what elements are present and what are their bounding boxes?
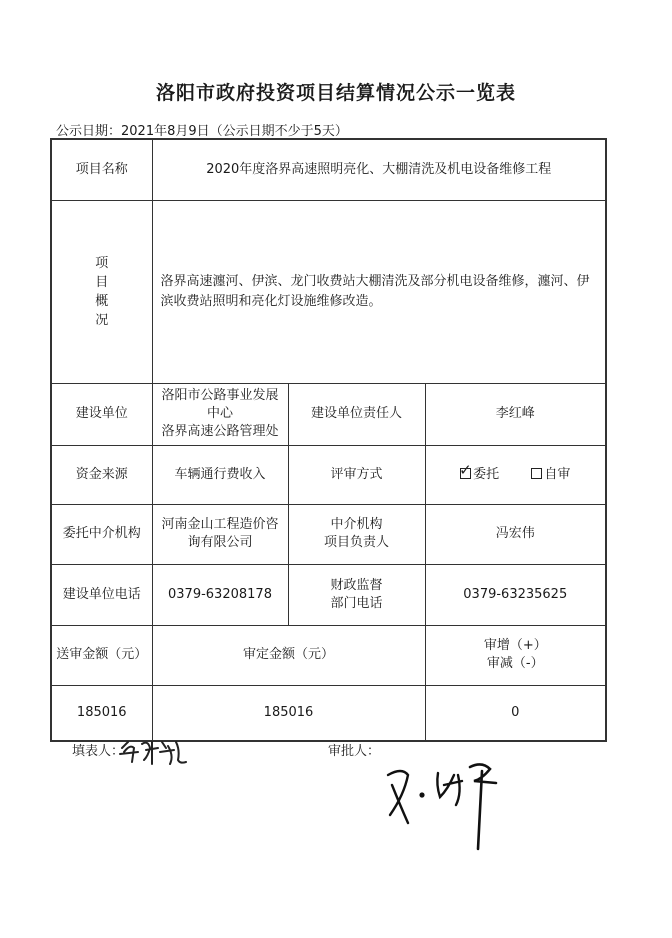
agency-owner-label-line2: 项目负责人	[323, 535, 389, 550]
approved-amount-label: 审定金额（元）	[152, 625, 425, 685]
review-method-options	[425, 445, 606, 504]
finance-phone-label-line2: 部门电话	[330, 595, 383, 611]
row-project-name	[51, 139, 606, 200]
checkbox-self[interactable]	[531, 468, 542, 479]
builder-owner-value: 李红峰	[425, 383, 606, 445]
difference-value: 0	[425, 685, 606, 741]
row-amount-values	[51, 685, 606, 741]
finance-phone-label-line1: 财政监督	[330, 577, 383, 593]
review-option-self[interactable]	[531, 466, 570, 484]
review-method-label: 评审方式	[288, 445, 425, 504]
overview-label: 项目概况	[95, 255, 109, 328]
finance-phone-label-cell	[288, 564, 425, 625]
review-option-1-label: 委托	[473, 466, 500, 482]
checkbox-entrusted[interactable]	[459, 460, 472, 479]
builder-value-cell	[152, 383, 288, 445]
increase-label: 审增（+）	[483, 638, 547, 653]
filler-label: 填表人：	[72, 744, 125, 759]
project-info-table	[50, 138, 607, 742]
page-title: 洛阳市政府投资项目结算情况公示一览表	[155, 82, 516, 104]
review-option-entrusted[interactable]	[459, 460, 500, 484]
finance-phone-value: 0379-63235625	[425, 564, 606, 625]
row-overview	[51, 200, 606, 383]
row-amount-header	[51, 625, 606, 685]
agency-owner-label-line1: 中介机构	[330, 517, 383, 532]
agency-label: 委托中介机构	[51, 504, 152, 564]
submitted-amount-label: 送审金额（元）	[51, 625, 152, 685]
builder-phone-label: 建设单位电话	[51, 564, 152, 625]
review-option-2-label: 自审	[544, 466, 571, 482]
builder-label: 建设单位	[51, 383, 152, 445]
fund-source-label: 资金来源	[51, 445, 152, 504]
row-phone	[51, 564, 606, 625]
increase-decrease-label-cell	[425, 625, 606, 685]
approver-label: 审批人：	[328, 744, 381, 759]
checkmark-icon: ✓	[459, 460, 472, 479]
row-fund	[51, 445, 606, 504]
fund-source-value: 车辆通行费收入	[152, 445, 288, 504]
overview-value: 洛界高速瀍河、伊滨、龙门收费站大棚清洗及部分机电设备维修，瀍河、伊滨收费站照明和亮化灯设施维修改造。	[152, 200, 606, 383]
project-name-label: 项目名称	[51, 139, 152, 200]
project-name-value: 2020年度洛界高速照明亮化、大棚清洗及机电设备维修工程	[152, 139, 606, 200]
builder-value-line2: 洛界高速公路管理处	[161, 424, 279, 439]
approved-amount-value: 185016	[152, 685, 425, 741]
builder-owner-label: 建设单位责任人	[288, 383, 425, 445]
agency-value: 河南金山工程造价咨询有限公司	[152, 504, 288, 564]
submitted-amount-value: 185016	[51, 685, 152, 741]
row-agency	[51, 504, 606, 564]
agency-owner-label-cell	[288, 504, 425, 564]
builder-value-line1: 洛阳市公路事业发展中心	[161, 388, 279, 421]
filler-signature	[118, 734, 190, 768]
publish-date: 公示日期：2021年8月9日（公示日期不少于5天）	[56, 124, 348, 139]
row-builder	[51, 383, 606, 445]
decrease-label: 审减（-）	[486, 656, 544, 671]
agency-owner-value: 冯宏伟	[425, 504, 606, 564]
builder-phone-value: 0379-63208178	[152, 564, 288, 625]
overview-label-cell	[51, 200, 152, 383]
approver-signature	[378, 745, 518, 855]
